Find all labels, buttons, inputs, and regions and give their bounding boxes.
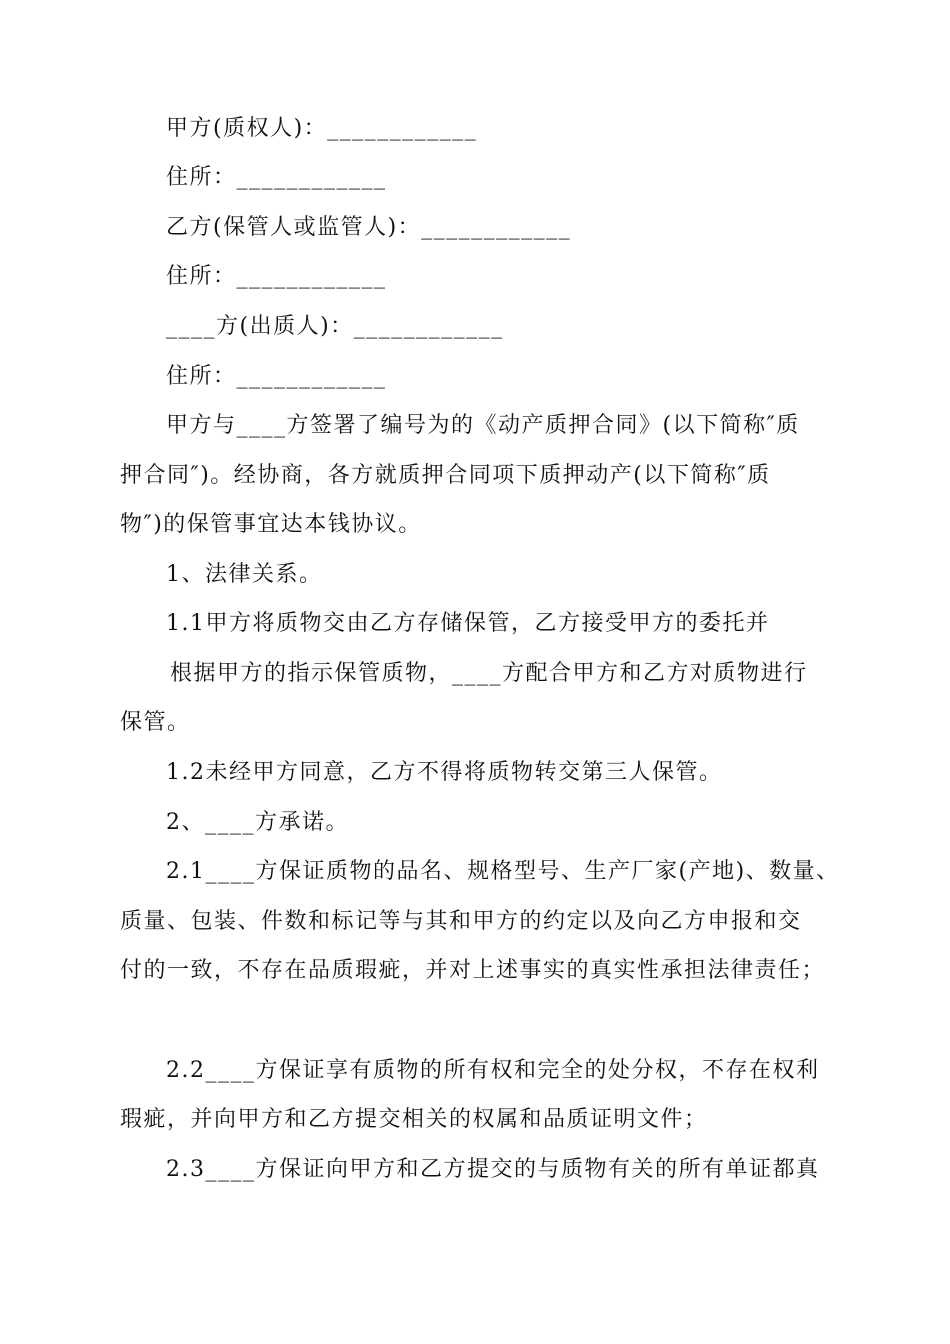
clause-2-3-line-1: 2.3____方保证向甲方和乙方提交的与质物有关的所有单证都真 — [166, 1157, 820, 1182]
intro-line-3: 物″)的保管事宜达本钱协议。 — [120, 512, 422, 537]
clause-1-1-line-3: 保管。 — [120, 710, 191, 735]
clause-2-1-line-3: 付的一致，不存在品质瑕疵，并对上述事实的真实性承担法律责任； — [120, 958, 826, 983]
clause-2-2-line-2: 瑕疵，并向甲方和乙方提交相关的权属和品质证明文件； — [120, 1107, 708, 1132]
clause-2-2-line-1: 2.2____方保证享有质物的所有权和完全的处分权，不存在权利 — [166, 1058, 820, 1083]
clause-1-1-line-2: 根据甲方的指示保管质物，____方配合甲方和乙方对质物进行 — [170, 661, 808, 686]
party-a-address-line: 住所：____________ — [166, 165, 387, 190]
intro-line-2: 押合同″)。经协商，各方就质押合同项下质押动产(以下简称″质 — [120, 463, 771, 488]
party-b-address-line: 住所：____________ — [166, 264, 387, 289]
party-b-line: 乙方(保管人或监管人)：____________ — [166, 215, 572, 240]
clause-1-1-line-1: 1.1甲方将质物交由乙方存储保管，乙方接受甲方的委托并 — [166, 611, 770, 636]
section-2-heading: 2、____方承诺。 — [166, 810, 349, 835]
pledgor-address-line: 住所：____________ — [166, 364, 387, 389]
clause-2-1-line-1: 2.1____方保证质物的品名、规格型号、生产厂家(产地)、数量、 — [166, 859, 840, 884]
pledgor-line: ____方(出质人)：____________ — [166, 314, 504, 339]
clause-1-2: 1.2未经甲方同意，乙方不得将质物转交第三人保管。 — [166, 760, 723, 785]
section-1-heading: 1、法律关系。 — [166, 562, 323, 587]
clause-2-1-line-2: 质量、包装、件数和标记等与其和甲方的约定以及向乙方申报和交 — [120, 909, 802, 934]
intro-line-1: 甲方与____方签署了编号为的《动产质押合同》(以下简称″质 — [166, 413, 800, 438]
party-a-line: 甲方(质权人)：____________ — [166, 116, 478, 141]
